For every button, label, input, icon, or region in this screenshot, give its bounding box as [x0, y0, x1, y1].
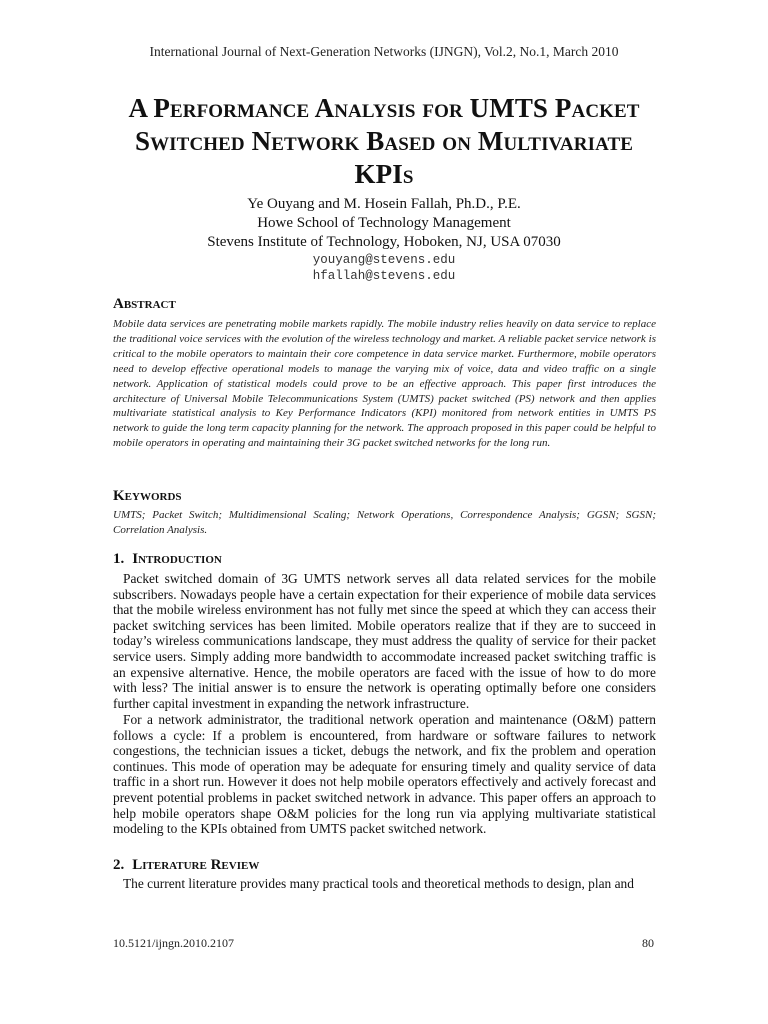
- author-email-2: hfallah@stevens.edu: [312, 269, 456, 283]
- author-institute: Stevens Institute of Technology, Hoboken, NJ, USA 07030: [207, 234, 561, 250]
- author-names: Ye Ouyang and M. Hosein Fallah, Ph.D., P.E.: [247, 196, 521, 212]
- author-email-1: youyang@stevens.edu: [312, 253, 456, 267]
- page-number: 80: [642, 936, 654, 950]
- introduction-paragraph-1: Packet switched domain of 3G UMTS network serves all data related services for the mobile subscribers. Nowadays people have a certain expectation for their experience of mobile data services that the mobile wireless environment has not fully met since the speed at which they can access their packet switching services has been limited. Mobile operators realize that if they are to succeed in today’s wireless communications landscape, they must address the quality of service for their packet service users. Simply adding more bandwidth to accommodate increased packet switching traffic is an expensive alternative. Hence, the mobile operators are faced with the issue of how to do more with less? The initial answer is to ensure the network is operating optimally before one considers further capital investment in expanding the network infrastructure.: [113, 571, 656, 711]
- section-title: Introduction: [132, 551, 222, 567]
- introduction-heading: [113, 551, 222, 568]
- abstract-heading: Abstract: [113, 296, 176, 312]
- title-line-2: Switched Network Based on Multivariate: [134, 126, 634, 156]
- title-line-3: KPIs: [354, 159, 414, 189]
- author-school: Howe School of Technology Management: [257, 215, 511, 231]
- author-block: [0, 195, 768, 284]
- section-number: 2.: [113, 857, 125, 873]
- keywords-heading: Keywords: [113, 488, 182, 504]
- paper-title: [96, 92, 672, 191]
- journal-header: International Journal of Next-Generation Networks (IJNGN), Vol.2, No.1, March 2010: [149, 44, 619, 59]
- footer-doi: 10.5121/ijngn.2010.2107: [113, 936, 235, 950]
- section-number: 1.: [113, 551, 125, 567]
- section-title: Literature Review: [132, 857, 260, 873]
- introduction-paragraph-2: For a network administrator, the traditional network operation and maintenance (O&M) pattern follows a cycle: If a problem is encountered, from hardware or software failures to network congestions, the technician issues a ticket, debugs the network, and fix the problem and operation continues. This mode of operation may be adequate for ensuring timely and quality service of data traffic in a short run. However it does not help mobile operators effectively and actively forecast and prevent potential problems in packet switched network in advance. This paper offers an approach to help mobile operators shape O&M policies for the long run via applying multivariate statistical modeling to the KPIs obtained from UMTS packet switched network.: [113, 712, 656, 837]
- keywords-text: UMTS; Packet Switch; Multidimensional Scaling; Network Operations, Correspondence Analysis; GGSN; SGSN; Correlation Analysis.: [113, 509, 656, 536]
- literature-paragraph: The current literature provides many practical tools and theoretical methods to design, plan and: [123, 876, 634, 891]
- title-line-1: A Performance Analysis for UMTS Packet: [128, 93, 640, 123]
- literature-heading: [113, 857, 259, 874]
- abstract-text: Mobile data services are penetrating mobile markets rapidly. The mobile industry relies heavily on data service to replace the traditional voice services with the evolution of the wireless technology and market. A reliable packet service network is critical to the mobile operators to maintain their core competence in data service market. Furthermore, mobile operators need to develop effective operational models to manage the varying mix of voice, data and video traffic on a single network. Application of statistical models could prove to be an effective approach. This paper first introduces the architecture of Universal Mobile Telecommunications System (UMTS) packet switched (PS) network and then applies multivariate statistical analysis to Key Performance Indicators (KPI) monitored from network entities in UMTS PS network to guide the long term capacity planning for the network. The approach proposed in this paper could be helpful to mobile operators in operating and maintaining their 3G packet switched networks for the long run.: [113, 318, 656, 450]
